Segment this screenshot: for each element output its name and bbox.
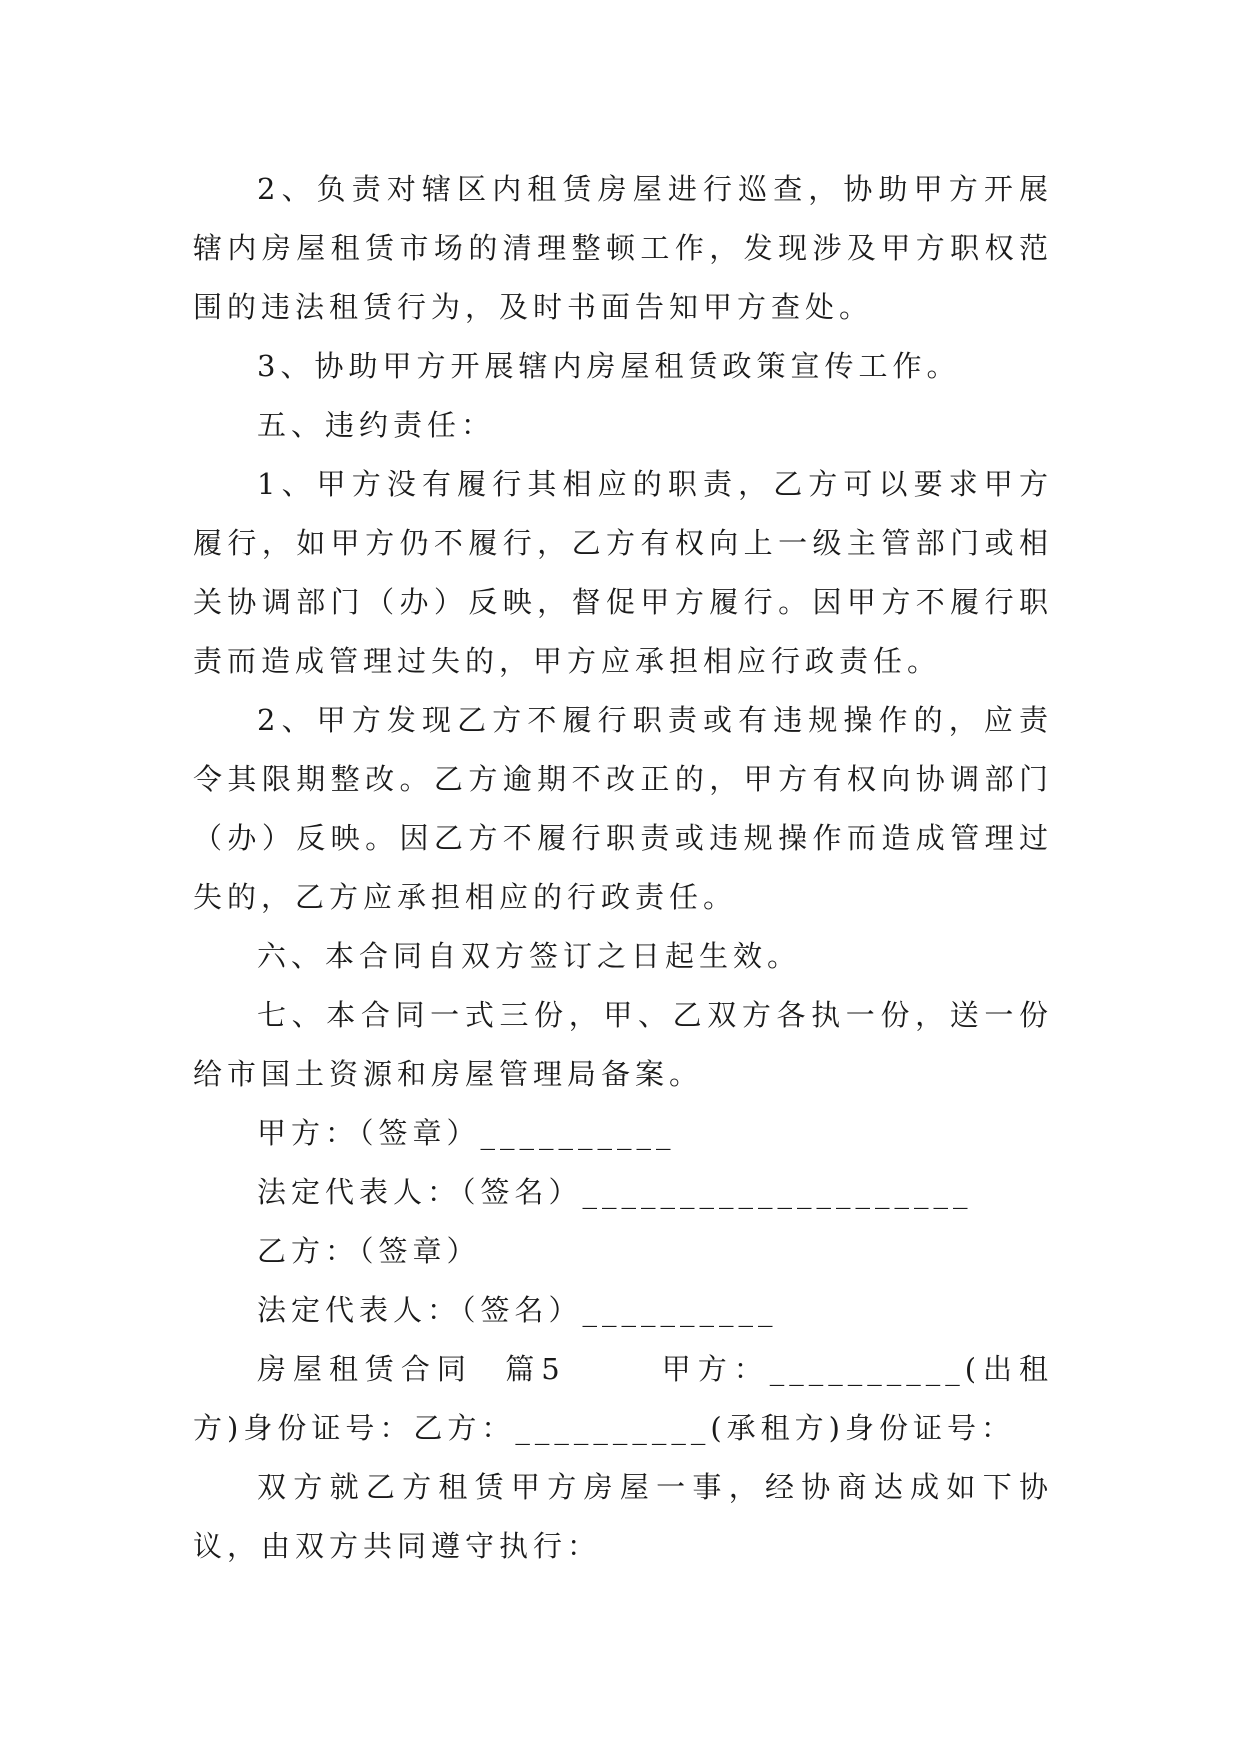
- clause-breach-party-a: 1、甲方没有履行其相应的职责，乙方可以要求甲方履行，如甲方仍不履行，乙方有权向上一级主管部门或相关协调部门（办）反映，督促甲方履行。因甲方不履行职责而造成管理过失的，甲方应承担相应行政责任。: [193, 467, 1053, 678]
- next-contract-intro: 双方就乙方租赁甲方房屋一事，经协商达成如下协议，由双方共同遵守执行：: [193, 1470, 1053, 1563]
- signature-party-b-representative: 法定代表人：（签名）__________: [257, 1293, 778, 1327]
- signature-party-b: 乙方：（签章）: [257, 1234, 481, 1268]
- clause-patrol: 2、负责对辖区内租赁房屋进行巡查，协助甲方开展辖内房屋租赁市场的清理整顿工作，发现涉及甲方职权范围的违法租赁行为，及时书面告知甲方查处。: [193, 172, 1053, 324]
- clause-copies: 七、本合同一式三份，甲、乙双方各执一份，送一份给市国土资源和房屋管理局备案。: [193, 998, 1053, 1091]
- signature-party-a-representative: 法定代表人：（签名）____________________: [257, 1175, 973, 1209]
- signature-party-a: 甲方：（签章）__________: [257, 1116, 676, 1150]
- clause-policy-promotion: 3、协助甲方开展辖内房屋租赁政策宣传工作。: [257, 349, 961, 383]
- clause-effective: 六、本合同自双方签订之日起生效。: [257, 939, 802, 973]
- next-contract-header: 房屋租赁合同 篇5 甲方：__________(出租方)身份证号：乙方：__________(承租方)身份证号：: [193, 1352, 1053, 1445]
- clause-breach-party-b: 2、甲方发现乙方不履行职责或有违规操作的，应责令其限期整改。乙方逾期不改正的，甲方有权向协调部门（办）反映。因乙方不履行职责或违规操作而造成管理过失的，乙方应承担相应的行政责任。: [193, 703, 1053, 914]
- document-body: [193, 160, 1053, 1576]
- section-heading-breach: 五、违约责任：: [257, 408, 496, 442]
